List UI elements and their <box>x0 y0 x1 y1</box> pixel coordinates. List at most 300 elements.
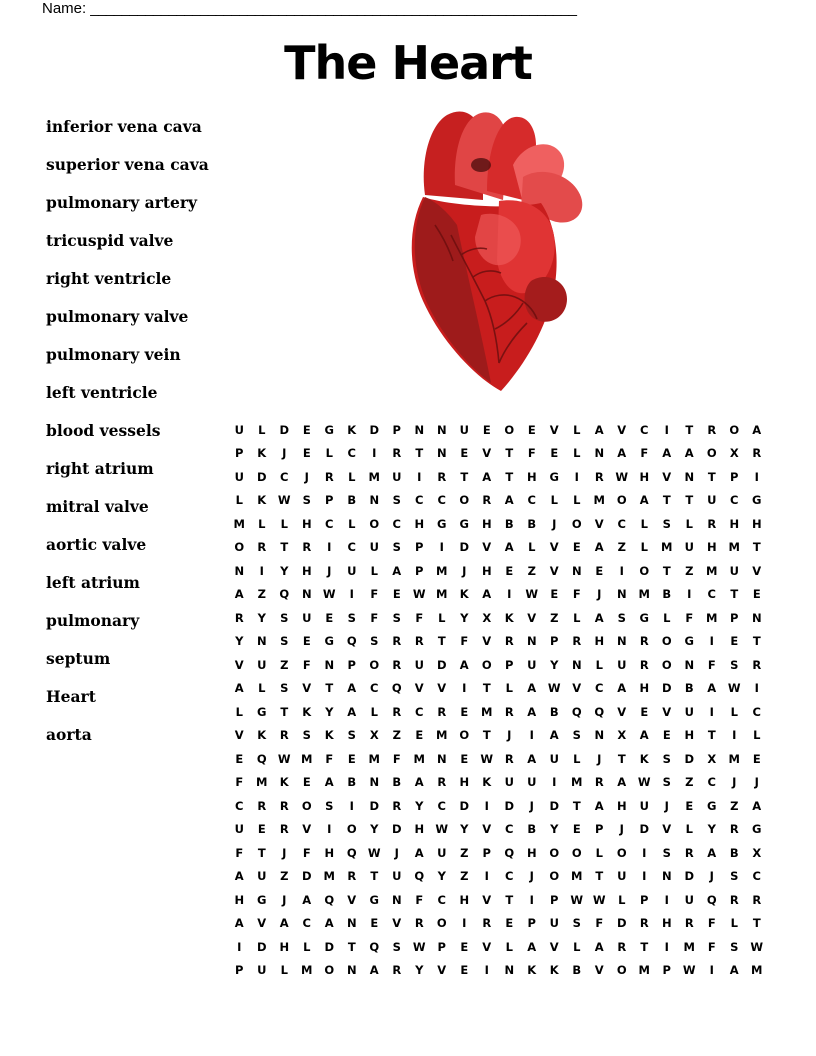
grid-cell[interactable]: P <box>550 892 559 907</box>
grid-cell[interactable]: M <box>661 540 673 555</box>
grid-cell[interactable]: R <box>392 657 402 672</box>
grid-cell[interactable]: K <box>257 446 267 461</box>
grid-cell[interactable]: Z <box>257 587 266 602</box>
grid-cell[interactable]: O <box>369 516 380 531</box>
grid-cell[interactable]: R <box>392 704 402 719</box>
grid-cell[interactable]: I <box>507 587 512 602</box>
grid-cell[interactable]: E <box>752 587 761 602</box>
grid-cell[interactable]: I <box>642 869 647 884</box>
grid-cell[interactable]: J <box>282 892 287 907</box>
grid-cell[interactable]: L <box>573 610 581 625</box>
grid-cell[interactable]: U <box>234 822 244 837</box>
grid-cell[interactable]: I <box>529 728 534 743</box>
grid-cell[interactable]: P <box>347 657 356 672</box>
grid-cell[interactable]: H <box>481 516 492 531</box>
grid-cell[interactable]: A <box>594 798 604 813</box>
grid-cell[interactable]: F <box>527 446 536 461</box>
grid-cell[interactable]: T <box>707 469 716 484</box>
grid-cell[interactable]: R <box>392 798 402 813</box>
grid-cell[interactable]: Y <box>235 634 244 649</box>
grid-cell[interactable]: A <box>594 610 604 625</box>
grid-cell[interactable]: U <box>549 751 559 766</box>
grid-cell[interactable]: I <box>439 540 444 555</box>
grid-cell[interactable]: M <box>751 963 763 978</box>
grid-cell[interactable]: R <box>707 422 717 437</box>
grid-cell[interactable]: S <box>617 610 626 625</box>
grid-cell[interactable]: A <box>324 916 334 931</box>
grid-cell[interactable]: L <box>280 516 288 531</box>
grid-cell[interactable]: I <box>484 963 489 978</box>
grid-cell[interactable]: I <box>349 587 354 602</box>
grid-cell[interactable]: S <box>730 939 739 954</box>
grid-cell[interactable]: L <box>348 516 356 531</box>
grid-cell[interactable]: J <box>709 869 714 884</box>
grid-cell[interactable]: E <box>550 587 559 602</box>
grid-cell[interactable]: M <box>436 587 448 602</box>
grid-cell[interactable]: T <box>685 493 694 508</box>
grid-cell[interactable]: Q <box>279 587 290 602</box>
grid-cell[interactable]: I <box>687 587 692 602</box>
grid-cell[interactable]: O <box>549 869 560 884</box>
grid-cell[interactable]: A <box>527 939 537 954</box>
grid-cell[interactable]: Y <box>415 798 424 813</box>
grid-cell[interactable]: K <box>639 751 649 766</box>
grid-cell[interactable]: A <box>639 728 649 743</box>
grid-cell[interactable]: L <box>573 751 581 766</box>
grid-cell[interactable]: N <box>346 963 357 978</box>
grid-cell[interactable]: U <box>234 422 244 437</box>
grid-cell[interactable]: X <box>369 728 379 743</box>
grid-cell[interactable]: C <box>527 493 536 508</box>
grid-cell[interactable]: V <box>617 704 627 719</box>
grid-cell[interactable]: I <box>237 939 242 954</box>
grid-cell[interactable]: R <box>707 516 717 531</box>
grid-cell[interactable]: L <box>258 516 266 531</box>
grid-cell[interactable]: M <box>323 869 335 884</box>
grid-cell[interactable]: U <box>617 657 627 672</box>
grid-cell[interactable]: Q <box>504 845 515 860</box>
grid-cell[interactable]: S <box>730 657 739 672</box>
grid-cell[interactable]: V <box>594 516 604 531</box>
grid-cell[interactable]: C <box>505 822 514 837</box>
grid-cell[interactable]: R <box>572 634 582 649</box>
grid-cell[interactable]: O <box>571 516 582 531</box>
grid-cell[interactable]: E <box>460 704 469 719</box>
grid-cell[interactable]: A <box>482 469 492 484</box>
grid-cell[interactable]: W <box>322 587 336 602</box>
grid-cell[interactable]: A <box>279 916 289 931</box>
grid-cell[interactable]: S <box>392 540 401 555</box>
grid-cell[interactable]: E <box>460 963 469 978</box>
grid-cell[interactable]: L <box>505 939 513 954</box>
grid-cell[interactable]: T <box>752 540 761 555</box>
grid-cell[interactable]: E <box>550 446 559 461</box>
grid-cell[interactable]: P <box>550 634 559 649</box>
grid-cell[interactable]: J <box>597 751 602 766</box>
grid-cell[interactable]: J <box>462 563 467 578</box>
grid-cell[interactable]: H <box>661 916 672 931</box>
grid-cell[interactable]: C <box>437 493 446 508</box>
grid-cell[interactable]: R <box>617 939 627 954</box>
grid-cell[interactable]: D <box>459 540 470 555</box>
grid-cell[interactable]: R <box>257 798 267 813</box>
grid-cell[interactable]: R <box>279 728 289 743</box>
grid-cell[interactable]: E <box>640 704 649 719</box>
grid-cell[interactable]: U <box>392 869 402 884</box>
grid-cell[interactable]: T <box>482 681 491 696</box>
grid-cell[interactable]: Z <box>460 869 469 884</box>
grid-cell[interactable]: U <box>234 469 244 484</box>
grid-cell[interactable]: C <box>437 798 446 813</box>
grid-cell[interactable]: P <box>235 446 244 461</box>
grid-cell[interactable]: C <box>437 892 446 907</box>
grid-cell[interactable]: N <box>571 563 582 578</box>
grid-cell[interactable]: O <box>459 493 470 508</box>
grid-cell[interactable]: E <box>527 422 536 437</box>
grid-cell[interactable]: A <box>392 563 402 578</box>
grid-cell[interactable]: G <box>752 493 762 508</box>
grid-cell[interactable]: J <box>394 845 399 860</box>
grid-cell[interactable]: S <box>392 493 401 508</box>
grid-cell[interactable]: L <box>618 892 626 907</box>
grid-cell[interactable]: Y <box>325 704 334 719</box>
grid-cell[interactable]: L <box>685 822 693 837</box>
grid-cell[interactable]: U <box>414 657 424 672</box>
grid-cell[interactable]: O <box>616 845 627 860</box>
grid-cell[interactable]: S <box>662 845 671 860</box>
grid-cell[interactable]: U <box>684 540 694 555</box>
grid-cell[interactable]: U <box>707 493 717 508</box>
grid-cell[interactable]: Y <box>370 822 379 837</box>
grid-cell[interactable]: E <box>302 775 311 790</box>
grid-cell[interactable]: E <box>347 751 356 766</box>
grid-cell[interactable]: A <box>684 446 694 461</box>
grid-cell[interactable]: A <box>459 657 469 672</box>
grid-cell[interactable]: W <box>750 939 764 954</box>
grid-cell[interactable]: F <box>707 657 716 672</box>
grid-cell[interactable]: U <box>684 704 694 719</box>
grid-cell[interactable]: N <box>571 657 582 672</box>
grid-cell[interactable]: E <box>302 422 311 437</box>
grid-cell[interactable]: L <box>640 540 648 555</box>
grid-cell[interactable]: P <box>505 657 514 672</box>
grid-cell[interactable]: E <box>460 751 469 766</box>
grid-cell[interactable]: N <box>324 657 335 672</box>
grid-cell[interactable]: V <box>549 422 559 437</box>
grid-cell[interactable]: M <box>481 704 493 719</box>
grid-cell[interactable]: E <box>302 446 311 461</box>
grid-cell[interactable]: S <box>662 775 671 790</box>
grid-cell[interactable]: W <box>570 892 584 907</box>
grid-cell[interactable]: L <box>258 681 266 696</box>
grid-cell[interactable]: T <box>595 869 604 884</box>
grid-cell[interactable]: V <box>302 681 312 696</box>
grid-cell[interactable]: R <box>504 634 514 649</box>
grid-cell[interactable]: D <box>684 869 695 884</box>
grid-cell[interactable]: R <box>482 916 492 931</box>
grid-cell[interactable]: E <box>325 610 334 625</box>
grid-cell[interactable]: K <box>324 728 334 743</box>
grid-cell[interactable]: B <box>392 775 402 790</box>
grid-cell[interactable]: H <box>459 775 470 790</box>
grid-cell[interactable]: J <box>619 822 624 837</box>
grid-cell[interactable]: N <box>369 775 380 790</box>
grid-cell[interactable]: R <box>279 798 289 813</box>
grid-cell[interactable]: A <box>707 681 717 696</box>
grid-cell[interactable]: S <box>392 939 401 954</box>
grid-cell[interactable]: J <box>304 469 309 484</box>
grid-cell[interactable]: V <box>662 469 672 484</box>
grid-cell[interactable]: B <box>527 516 537 531</box>
grid-cell[interactable]: C <box>415 493 424 508</box>
grid-cell[interactable]: A <box>527 681 537 696</box>
grid-cell[interactable]: A <box>617 681 627 696</box>
grid-cell[interactable]: E <box>392 587 401 602</box>
grid-cell[interactable]: I <box>529 892 534 907</box>
grid-cell[interactable]: A <box>234 681 244 696</box>
grid-cell[interactable]: C <box>752 869 761 884</box>
grid-cell[interactable]: K <box>257 728 267 743</box>
grid-cell[interactable]: V <box>347 892 357 907</box>
grid-cell[interactable]: O <box>436 916 447 931</box>
grid-cell[interactable]: O <box>346 822 357 837</box>
grid-cell[interactable]: A <box>594 422 604 437</box>
grid-cell[interactable]: L <box>685 516 693 531</box>
grid-cell[interactable]: E <box>415 728 424 743</box>
grid-cell[interactable]: M <box>301 751 313 766</box>
grid-cell[interactable]: P <box>415 540 424 555</box>
grid-cell[interactable]: P <box>595 822 604 837</box>
grid-cell[interactable]: P <box>730 610 739 625</box>
grid-cell[interactable]: S <box>572 728 581 743</box>
grid-cell[interactable]: O <box>369 657 380 672</box>
grid-cell[interactable]: H <box>639 469 650 484</box>
grid-cell[interactable]: B <box>347 493 357 508</box>
grid-cell[interactable]: R <box>437 775 447 790</box>
grid-cell[interactable]: O <box>301 798 312 813</box>
grid-cell[interactable]: O <box>459 728 470 743</box>
grid-cell[interactable]: T <box>415 446 424 461</box>
grid-cell[interactable]: D <box>301 869 312 884</box>
grid-cell[interactable]: V <box>752 563 762 578</box>
grid-cell[interactable]: S <box>302 728 311 743</box>
grid-cell[interactable]: S <box>370 634 379 649</box>
grid-cell[interactable]: R <box>504 751 514 766</box>
grid-cell[interactable]: L <box>370 563 378 578</box>
grid-cell[interactable]: V <box>549 540 559 555</box>
grid-cell[interactable]: V <box>549 939 559 954</box>
grid-cell[interactable]: J <box>282 446 287 461</box>
grid-cell[interactable]: H <box>481 563 492 578</box>
grid-cell[interactable]: L <box>528 540 536 555</box>
grid-cell[interactable]: C <box>505 869 514 884</box>
grid-cell[interactable]: L <box>258 422 266 437</box>
word-search-grid[interactable] <box>228 418 768 982</box>
grid-cell[interactable]: H <box>301 563 312 578</box>
grid-cell[interactable]: O <box>549 845 560 860</box>
grid-cell[interactable]: M <box>638 587 650 602</box>
grid-cell[interactable]: T <box>730 587 739 602</box>
grid-cell[interactable]: A <box>347 681 357 696</box>
grid-cell[interactable]: N <box>301 587 312 602</box>
grid-cell[interactable]: R <box>414 634 424 649</box>
grid-cell[interactable]: J <box>282 845 287 860</box>
grid-cell[interactable]: R <box>594 469 604 484</box>
grid-cell[interactable]: Q <box>346 845 357 860</box>
grid-cell[interactable]: T <box>685 422 694 437</box>
grid-cell[interactable]: I <box>709 963 714 978</box>
grid-cell[interactable]: M <box>728 540 740 555</box>
grid-cell[interactable]: B <box>347 775 357 790</box>
grid-cell[interactable]: A <box>594 540 604 555</box>
grid-cell[interactable]: S <box>280 610 289 625</box>
grid-cell[interactable]: K <box>504 610 514 625</box>
grid-cell[interactable]: D <box>369 422 380 437</box>
grid-cell[interactable]: J <box>664 798 669 813</box>
grid-cell[interactable]: O <box>661 657 672 672</box>
grid-cell[interactable]: A <box>527 704 537 719</box>
grid-cell[interactable]: M <box>593 493 605 508</box>
grid-cell[interactable]: O <box>234 540 245 555</box>
grid-cell[interactable]: L <box>348 469 356 484</box>
grid-cell[interactable]: J <box>529 798 534 813</box>
grid-cell[interactable]: U <box>639 798 649 813</box>
grid-cell[interactable]: T <box>662 493 671 508</box>
grid-cell[interactable]: P <box>662 963 671 978</box>
grid-cell[interactable]: A <box>414 775 424 790</box>
grid-cell[interactable]: V <box>617 422 627 437</box>
grid-cell[interactable]: J <box>732 775 737 790</box>
grid-cell[interactable]: S <box>730 869 739 884</box>
grid-cell[interactable]: U <box>347 563 357 578</box>
grid-cell[interactable]: F <box>370 587 379 602</box>
grid-cell[interactable]: T <box>707 728 716 743</box>
grid-cell[interactable]: D <box>504 798 515 813</box>
grid-cell[interactable]: C <box>302 916 311 931</box>
grid-cell[interactable]: H <box>639 681 650 696</box>
grid-cell[interactable]: P <box>415 563 424 578</box>
grid-cell[interactable]: J <box>552 516 557 531</box>
grid-cell[interactable]: Y <box>437 869 446 884</box>
grid-cell[interactable]: T <box>482 728 491 743</box>
grid-cell[interactable]: U <box>729 563 739 578</box>
grid-cell[interactable]: U <box>459 422 469 437</box>
grid-cell[interactable]: A <box>594 939 604 954</box>
grid-cell[interactable]: F <box>685 610 694 625</box>
grid-cell[interactable]: B <box>729 845 739 860</box>
grid-cell[interactable]: K <box>302 704 312 719</box>
grid-cell[interactable]: R <box>729 892 739 907</box>
grid-cell[interactable]: R <box>594 775 604 790</box>
grid-cell[interactable]: P <box>482 845 491 860</box>
grid-cell[interactable]: F <box>235 845 244 860</box>
grid-cell[interactable]: J <box>597 587 602 602</box>
grid-cell[interactable]: L <box>438 610 446 625</box>
grid-cell[interactable]: H <box>751 516 762 531</box>
grid-cell[interactable]: C <box>707 775 716 790</box>
grid-cell[interactable]: N <box>256 634 267 649</box>
grid-cell[interactable]: R <box>437 469 447 484</box>
grid-cell[interactable]: C <box>752 704 761 719</box>
grid-cell[interactable]: L <box>573 939 581 954</box>
grid-cell[interactable]: I <box>484 869 489 884</box>
grid-cell[interactable]: A <box>504 540 514 555</box>
grid-cell[interactable]: J <box>754 775 759 790</box>
grid-cell[interactable]: R <box>347 869 357 884</box>
grid-cell[interactable]: N <box>436 422 447 437</box>
grid-cell[interactable]: K <box>527 963 537 978</box>
grid-cell[interactable]: Z <box>685 563 694 578</box>
grid-cell[interactable]: I <box>754 681 759 696</box>
grid-cell[interactable]: R <box>302 540 312 555</box>
grid-cell[interactable]: D <box>661 681 672 696</box>
grid-cell[interactable]: I <box>417 469 422 484</box>
grid-cell[interactable]: R <box>639 634 649 649</box>
grid-cell[interactable]: T <box>572 798 581 813</box>
grid-cell[interactable]: R <box>324 469 334 484</box>
grid-cell[interactable]: D <box>684 751 695 766</box>
grid-cell[interactable]: I <box>462 681 467 696</box>
grid-cell[interactable]: V <box>572 681 582 696</box>
grid-cell[interactable]: L <box>235 493 243 508</box>
grid-cell[interactable]: M <box>413 751 425 766</box>
grid-cell[interactable]: A <box>234 587 244 602</box>
grid-cell[interactable]: H <box>234 892 245 907</box>
grid-cell[interactable]: I <box>709 634 714 649</box>
grid-cell[interactable]: M <box>256 775 268 790</box>
grid-cell[interactable]: M <box>301 963 313 978</box>
grid-cell[interactable]: S <box>302 493 311 508</box>
grid-cell[interactable]: T <box>505 469 514 484</box>
grid-cell[interactable]: O <box>571 845 582 860</box>
grid-cell[interactable]: D <box>256 469 267 484</box>
grid-cell[interactable]: M <box>571 869 583 884</box>
grid-cell[interactable]: N <box>594 728 605 743</box>
grid-cell[interactable]: C <box>617 516 626 531</box>
grid-cell[interactable]: T <box>280 704 289 719</box>
grid-cell[interactable]: A <box>662 446 672 461</box>
grid-cell[interactable]: O <box>706 446 717 461</box>
grid-cell[interactable]: R <box>752 446 762 461</box>
grid-cell[interactable]: D <box>639 822 650 837</box>
grid-cell[interactable]: Z <box>280 869 289 884</box>
grid-cell[interactable]: N <box>234 563 245 578</box>
grid-cell[interactable]: B <box>527 822 537 837</box>
grid-cell[interactable]: P <box>325 493 334 508</box>
grid-cell[interactable]: N <box>684 469 695 484</box>
grid-cell[interactable]: A <box>729 963 739 978</box>
grid-cell[interactable]: O <box>729 422 740 437</box>
grid-cell[interactable]: N <box>594 446 605 461</box>
grid-cell[interactable]: M <box>368 751 380 766</box>
grid-cell[interactable]: G <box>324 634 334 649</box>
grid-cell[interactable]: N <box>391 892 402 907</box>
grid-cell[interactable]: F <box>302 845 311 860</box>
grid-cell[interactable]: R <box>414 916 424 931</box>
grid-cell[interactable]: R <box>257 540 267 555</box>
grid-cell[interactable]: W <box>727 681 741 696</box>
grid-cell[interactable]: V <box>482 822 492 837</box>
grid-cell[interactable]: U <box>527 775 537 790</box>
grid-cell[interactable]: N <box>504 963 515 978</box>
grid-cell[interactable]: F <box>370 610 379 625</box>
grid-cell[interactable]: F <box>302 657 311 672</box>
grid-cell[interactable]: Y <box>415 963 424 978</box>
grid-cell[interactable]: R <box>392 963 402 978</box>
grid-cell[interactable]: A <box>707 845 717 860</box>
grid-cell[interactable]: T <box>460 469 469 484</box>
grid-cell[interactable]: L <box>663 610 671 625</box>
